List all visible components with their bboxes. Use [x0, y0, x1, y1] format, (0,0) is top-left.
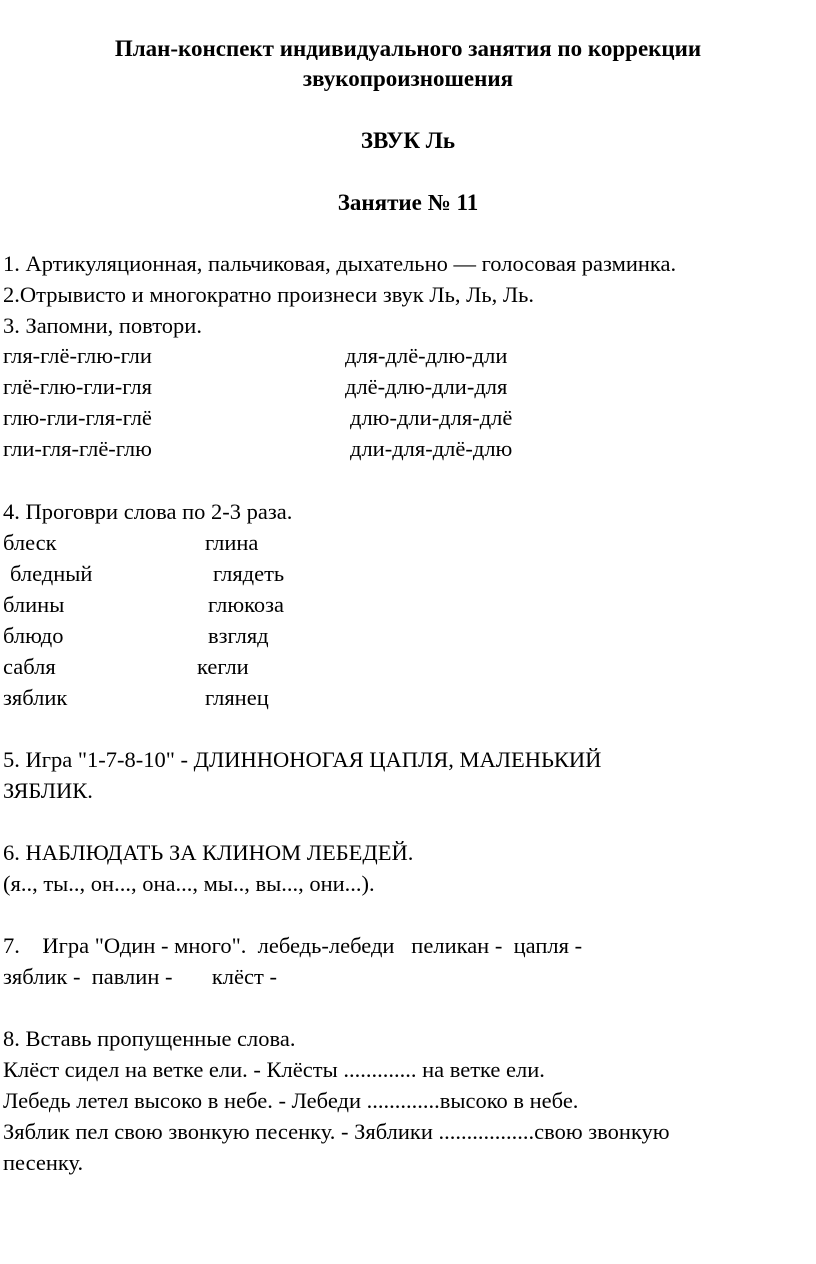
word-right-6: глянец — [205, 685, 269, 710]
syllable-right-4: дли-для-длё-длю — [350, 436, 513, 461]
syllable-left-2: глё-глю-гли-гля — [3, 374, 152, 399]
word-right-5: кегли — [197, 654, 249, 679]
item-2: 2.Отрывисто и многократно произнеси звук Ль, Ль, Ль. — [3, 282, 535, 307]
item-6-line1: 6. НАБЛЮДАТЬ ЗА КЛИНОМ ЛЕБЕДЕЙ. — [3, 840, 414, 865]
item-5-line1: 5. Игра "1-7-8-10" - ДЛИННОНОГАЯ ЦАПЛЯ, МАЛЕНЬКИЙ — [3, 747, 602, 772]
item-8-sentence-3-line1: Зяблик пел свою звонкую песенку. - Зяблики .................свою звонкую — [3, 1119, 670, 1144]
item-8: 8. Вставь пропущенные слова. — [3, 1026, 296, 1051]
item-7-line2: зяблик - павлин - клёст - — [3, 964, 277, 989]
lesson-heading: Занятие № 11 — [337, 190, 479, 215]
word-right-2: глядеть — [213, 561, 285, 586]
word-left-4: блюдо — [3, 623, 64, 648]
item-4: 4. Проговри слова по 2-3 раза. — [3, 499, 293, 524]
item-6-line2: (я.., ты.., он..., она..., мы.., вы..., они...). — [3, 871, 375, 896]
syllable-left-4: гли-гля-глё-глю — [3, 436, 152, 461]
word-right-1: глина — [205, 530, 259, 555]
word-right-4: взгляд — [208, 623, 269, 648]
syllable-right-3: длю-дли-для-длё — [350, 405, 513, 430]
syllable-left-1: гля-глё-глю-гли — [3, 343, 152, 368]
document-title-line1: План-конспект индивидуального занятия по коррекции — [114, 36, 702, 61]
item-5-line2: ЗЯБЛИК. — [3, 778, 93, 803]
syllable-right-1: для-длё-длю-дли — [345, 343, 508, 368]
sound-heading: ЗВУК Ль — [360, 128, 456, 153]
word-left-3: блины — [3, 592, 65, 617]
item-8-sentence-3-line2: песенку. — [3, 1150, 84, 1175]
syllable-left-3: глю-гли-гля-глё — [3, 405, 152, 430]
word-left-6: зяблик — [3, 685, 68, 710]
item-8-sentence-2: Лебедь летел высоко в небе. - Лебеди .............высоко в небе. — [3, 1088, 579, 1113]
item-1: 1. Артикуляционная, пальчиковая, дыхательно — голосовая разминка. — [3, 251, 677, 276]
item-7-line1: 7. Игра "Один - много". лебедь-лебеди пеликан - цапля - — [3, 933, 583, 958]
word-left-2: бледный — [10, 561, 93, 586]
item-8-sentence-1: Клёст сидел на ветке ели. - Клёсты ............. на ветке ели. — [3, 1057, 545, 1082]
word-left-1: блеск — [3, 530, 57, 555]
item-3: 3. Запомни, повтори. — [3, 313, 202, 338]
document-title-line2: звукопроизношения — [302, 66, 514, 91]
word-right-3: глюкоза — [208, 592, 285, 617]
syllable-right-2: длё-длю-дли-для — [345, 374, 508, 399]
word-left-5: сабля — [3, 654, 56, 679]
